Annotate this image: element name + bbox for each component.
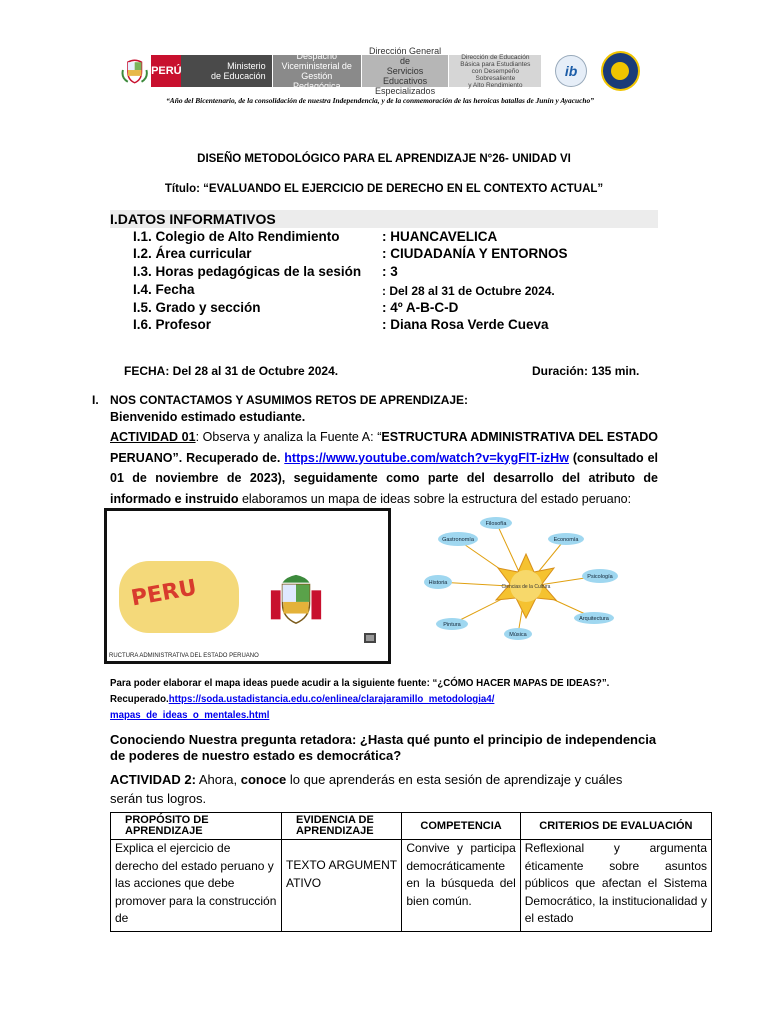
datos-heading: I.DATOS INFORMATIVOS [110, 210, 658, 228]
direccion-general-label: Dirección General de Servicios Educativos Especializados [362, 55, 448, 87]
act1-bold: ESTRUCTURA ADMINISTRATIVA DEL ESTADO PERUANO”. Recuperado de. [110, 430, 658, 465]
dato-label: I.4. Fecha [133, 282, 195, 297]
actividad-1-label: ACTIVIDAD 01 [110, 430, 196, 444]
direccion-educacion-label: Dirección de Educación Básica para Estudiantes con Desempeño Sobresaliente y Alto Rendimiento [449, 55, 541, 87]
mind-map-node: Arquitectura [579, 616, 609, 622]
dato-value: : 3 [382, 264, 398, 279]
mind-map-node: Pintura [443, 622, 461, 628]
actividad-2-label: ACTIVIDAD 2: [110, 772, 196, 787]
welcome-line: Bienvenido estimado estudiante. [110, 410, 306, 424]
table-header: CRITERIOS DE EVALUACIÓN [520, 813, 711, 840]
youtube-link[interactable]: https://www.youtube.com/watch?v=kygFlT-izHw [284, 450, 569, 465]
fecha-line: FECHA: Del 28 al 31 de Octubre 2024. [124, 364, 339, 378]
mind-map-node: Filosofía [485, 521, 507, 527]
dato-label: I.2. Área curricular [133, 246, 252, 261]
dato-value: : CIUDADANÍA Y ENTORNOS [382, 246, 568, 261]
mind-map-node: Gastronomía [442, 537, 474, 543]
mind-map-image [418, 512, 636, 652]
pregunta-retadora: Conociendo Nuestra pregunta retadora: ¿Hasta qué punto el principio de independencia de poderes de nuestro estado es democrática? [110, 732, 657, 763]
dato-value: : Diana Rosa Verde Cueva [382, 317, 549, 332]
actividad-2-paragraph [110, 770, 658, 808]
ministerio-label: Ministerio de Educación [181, 55, 271, 87]
dato-label: I.1. Colegio de Alto Rendimiento [133, 229, 340, 244]
act1-bold-3: informado e instruido [110, 491, 239, 506]
dato-label: I.5. Grado y sección [133, 300, 261, 315]
motto-line: “Año del Bicentenario, de la consolidación de nuestra Independencia, y de la conmemoración de las heroicas batallas de Junín y Ayacucho” [166, 96, 594, 105]
dato-value: : 4º A-B-C-D [382, 300, 459, 315]
video-thumbnail[interactable] [104, 508, 391, 664]
table-header-row [111, 813, 712, 840]
evidencia-cell: TEXTO ARGUMENTATIVO [281, 840, 401, 932]
act2-bold: conoce [240, 772, 287, 787]
table-header: COMPETENCIA [402, 813, 520, 840]
mind-map-node: Economía [553, 537, 579, 543]
section-number: I. [92, 393, 99, 407]
act2-text: Ahora, [195, 772, 241, 787]
peru-art-word: PERU [129, 575, 199, 612]
dato-value: : HUANCAVELICA [382, 229, 498, 244]
mind-map-node: Historia [428, 580, 448, 586]
act1-bold-2: (consultado el 01 de noviembre de 2023), seguidamente como parte del desarrollo del atributo de [110, 450, 658, 485]
peru-label: PERÚ [151, 55, 181, 87]
fuente-paragraph [110, 676, 658, 724]
criterios-cell: Reflexional y argumenta éticamente sobre asuntos públicos que afectan el Sistema Democrático, la institucionalidad y el estado [520, 840, 711, 932]
table-header: PROPÓSITO DE APRENDIZAJE [111, 813, 282, 840]
mind-map-node: Psicología [587, 574, 613, 580]
aprendizaje-table [110, 812, 712, 932]
video-caption: RUCTURA ADMINISTRATIVA DEL ESTADO PERUANO [109, 653, 259, 659]
act1-text-2: elaboramos un mapa de ideas sobre la estructura del estado peruano: [238, 491, 632, 506]
duracion-line: Duración: 135 min. [532, 364, 640, 378]
ib-logo: ib [555, 55, 586, 87]
document-subtitle: Título: “EVALUANDO EL EJERCICIO DE DERECHO EN EL CONTEXTO ACTUAL” [164, 183, 604, 195]
video-control-icon[interactable] [364, 633, 376, 643]
table-header: EVIDENCIA DE APRENDIZAJE [281, 813, 401, 840]
proposito-cell: Explica el ejercicio de derecho del estado peruano y las acciones que debe promover para la construcción de [111, 840, 282, 932]
actividad-1-paragraph [110, 427, 658, 509]
coat-of-arms-image [267, 571, 325, 629]
mapas-link[interactable]: https://soda.ustadistancia.edu.co/enlinea/clarajaramillo_metodologia4/ mapas_de_ideas_o_mentales.html [110, 694, 495, 721]
fuente-text: Para poder elaborar el mapa ideas puede acudir a la siguiente fuente: “¿CÓMO HACER MAPAS DE IDEAS?”. Recuperado. [110, 678, 610, 705]
dato-label: I.3. Horas pedagógicas de la sesión [133, 264, 362, 279]
act1-text: : Observa y analiza la Fuente A: “ [195, 430, 382, 444]
act2-text-2: lo que aprenderás en esta sesión de aprendizaje y cuáles serán tus logros. [110, 772, 623, 806]
document-title: DISEÑO METODOLÓGICO PARA EL APRENDIZAJE N°26- UNIDAD VI [197, 153, 571, 165]
mind-map-node: Música [509, 632, 527, 638]
coat-of-arms-icon [120, 56, 149, 86]
header-logo-bar [120, 46, 640, 96]
competencia-cell: Convive y participa democráticamente en la búsqueda del bien común. [402, 840, 520, 932]
table-row [111, 840, 712, 932]
school-seal-icon [601, 51, 640, 91]
despacho-label: Despacho Viceministerial de Gestión Pedagógica [273, 55, 361, 87]
mind-map-center: Ciencias de la Cultura [501, 584, 551, 590]
dato-value: : Del 28 al 31 de Octubre 2024. [382, 284, 555, 298]
dato-label: I.6. Profesor [133, 317, 212, 332]
section-heading: NOS CONTACTAMOS Y ASUMIMOS RETOS DE APRENDIZAJE: [110, 393, 469, 407]
